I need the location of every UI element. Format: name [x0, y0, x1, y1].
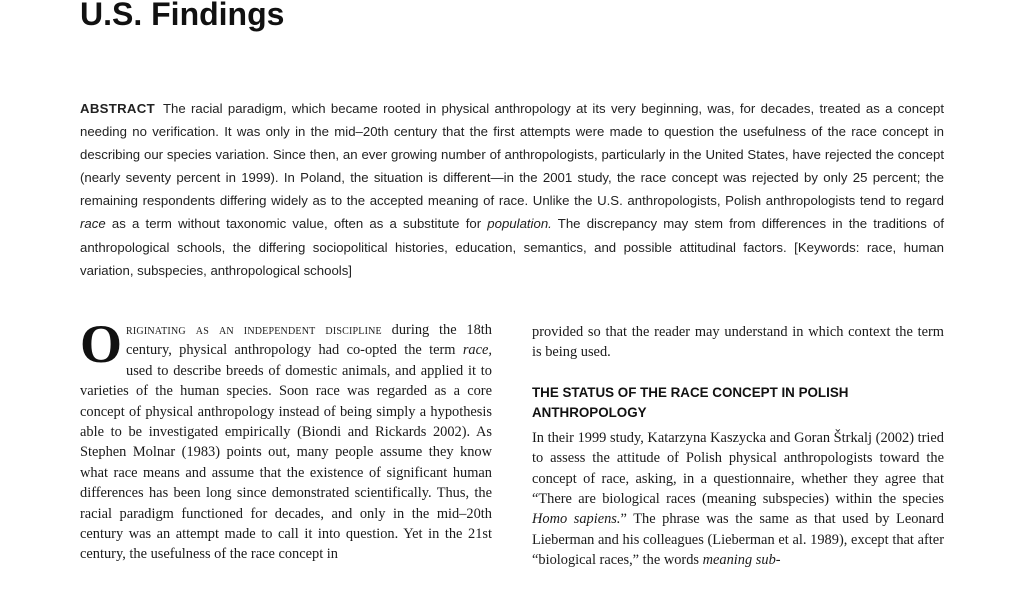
intro-paragraph [80, 314, 492, 565]
drop-cap: O [80, 314, 123, 374]
study-italic-species: Homo sapiens. [532, 511, 621, 528]
study-text-part-1: In their 1999 study, Katarzyna Kaszycka and Goran Štrkalj (2002) tried to assess the attitude of Polish physical anthropologists toward the concept of race, asking, in a questionnaire, whether they agree that “There are biological races (meaning subspecies) within the species [532, 429, 944, 508]
abstract-italic-population: population. [487, 216, 552, 232]
study-paragraph [532, 428, 944, 571]
abstract-text-part-3: The discrepancy may stem from differences in the traditions of anthropological schools, the differing sociopolitical histories, education, semantics, and possible attitudinal factors. [Keywords: race, human variation, subspecies, anthropological schools] [80, 216, 944, 278]
intro-italic-race: race, [462, 342, 492, 359]
study-text-part-2: ” The phrase was the same as that used by Leonard Lieberman and his colleagues (Lieberman et al. 1989), except that after “biological races,” the words [532, 511, 945, 569]
abstract-text-part-1: The racial paradigm, which became rooted in physical anthropology at its very beginning, was, for decades, treated as a concept needing no verification. It was only in the mid–20th century that the first attempts were made to question the usefulness of the race concept in describing our species variation. Since then, an ever growing number of anthropologists, particularly in the United States, have rejected the concept (nearly seventy percent in 1999). In Poland, the situation is different—in the 2001 study, the race concept was rejected by only 25 percent; the remaining respondents differing widely as to the accepted meaning of race. Unlike the U.S. anthropologists, Polish anthropologists tend to regard [80, 101, 944, 209]
abstract-italic-race: race [80, 216, 106, 232]
smallcaps-lead: riginating as an independent discipline [126, 322, 382, 338]
right-column [532, 322, 944, 571]
intro-text-part-2: used to describe breeds of domestic animals, and applied it to varieties of the human species. Soon race was regarded as a core concept of physical anthropology instead of being simply a hypothesis able to be investigated empirically (Biondi and Rickards 2002). As Stephen Molnar (1983) points out, many people assume they know what race means and assume that the existence of significant human differences has been long since demonstrated scientifically. Thus, the racial paradigm functioned for decades, and only in the mid–20th century was an attempt made to call it into question. Yet in the 21st century, the usefulness of the race concept in [80, 362, 492, 563]
intro-text-part-1: during the 18th century, physical anthropology had co-opted the term [126, 322, 492, 359]
section-title: U.S. Findings [80, 0, 285, 32]
abstract [80, 97, 944, 282]
abstract-text-part-2: as a term without taxonomic value, often as a substitute for [105, 216, 488, 232]
left-column [80, 314, 492, 565]
context-paragraph: provided so that the reader may understand in which context the term is being used. [532, 324, 944, 361]
section-heading: THE STATUS OF THE RACE CONCEPT IN POLISH ANTHROPOLOGY [532, 384, 849, 420]
study-italic-meaning: meaning sub- [702, 552, 781, 569]
abstract-label: ABSTRACT [80, 101, 155, 116]
